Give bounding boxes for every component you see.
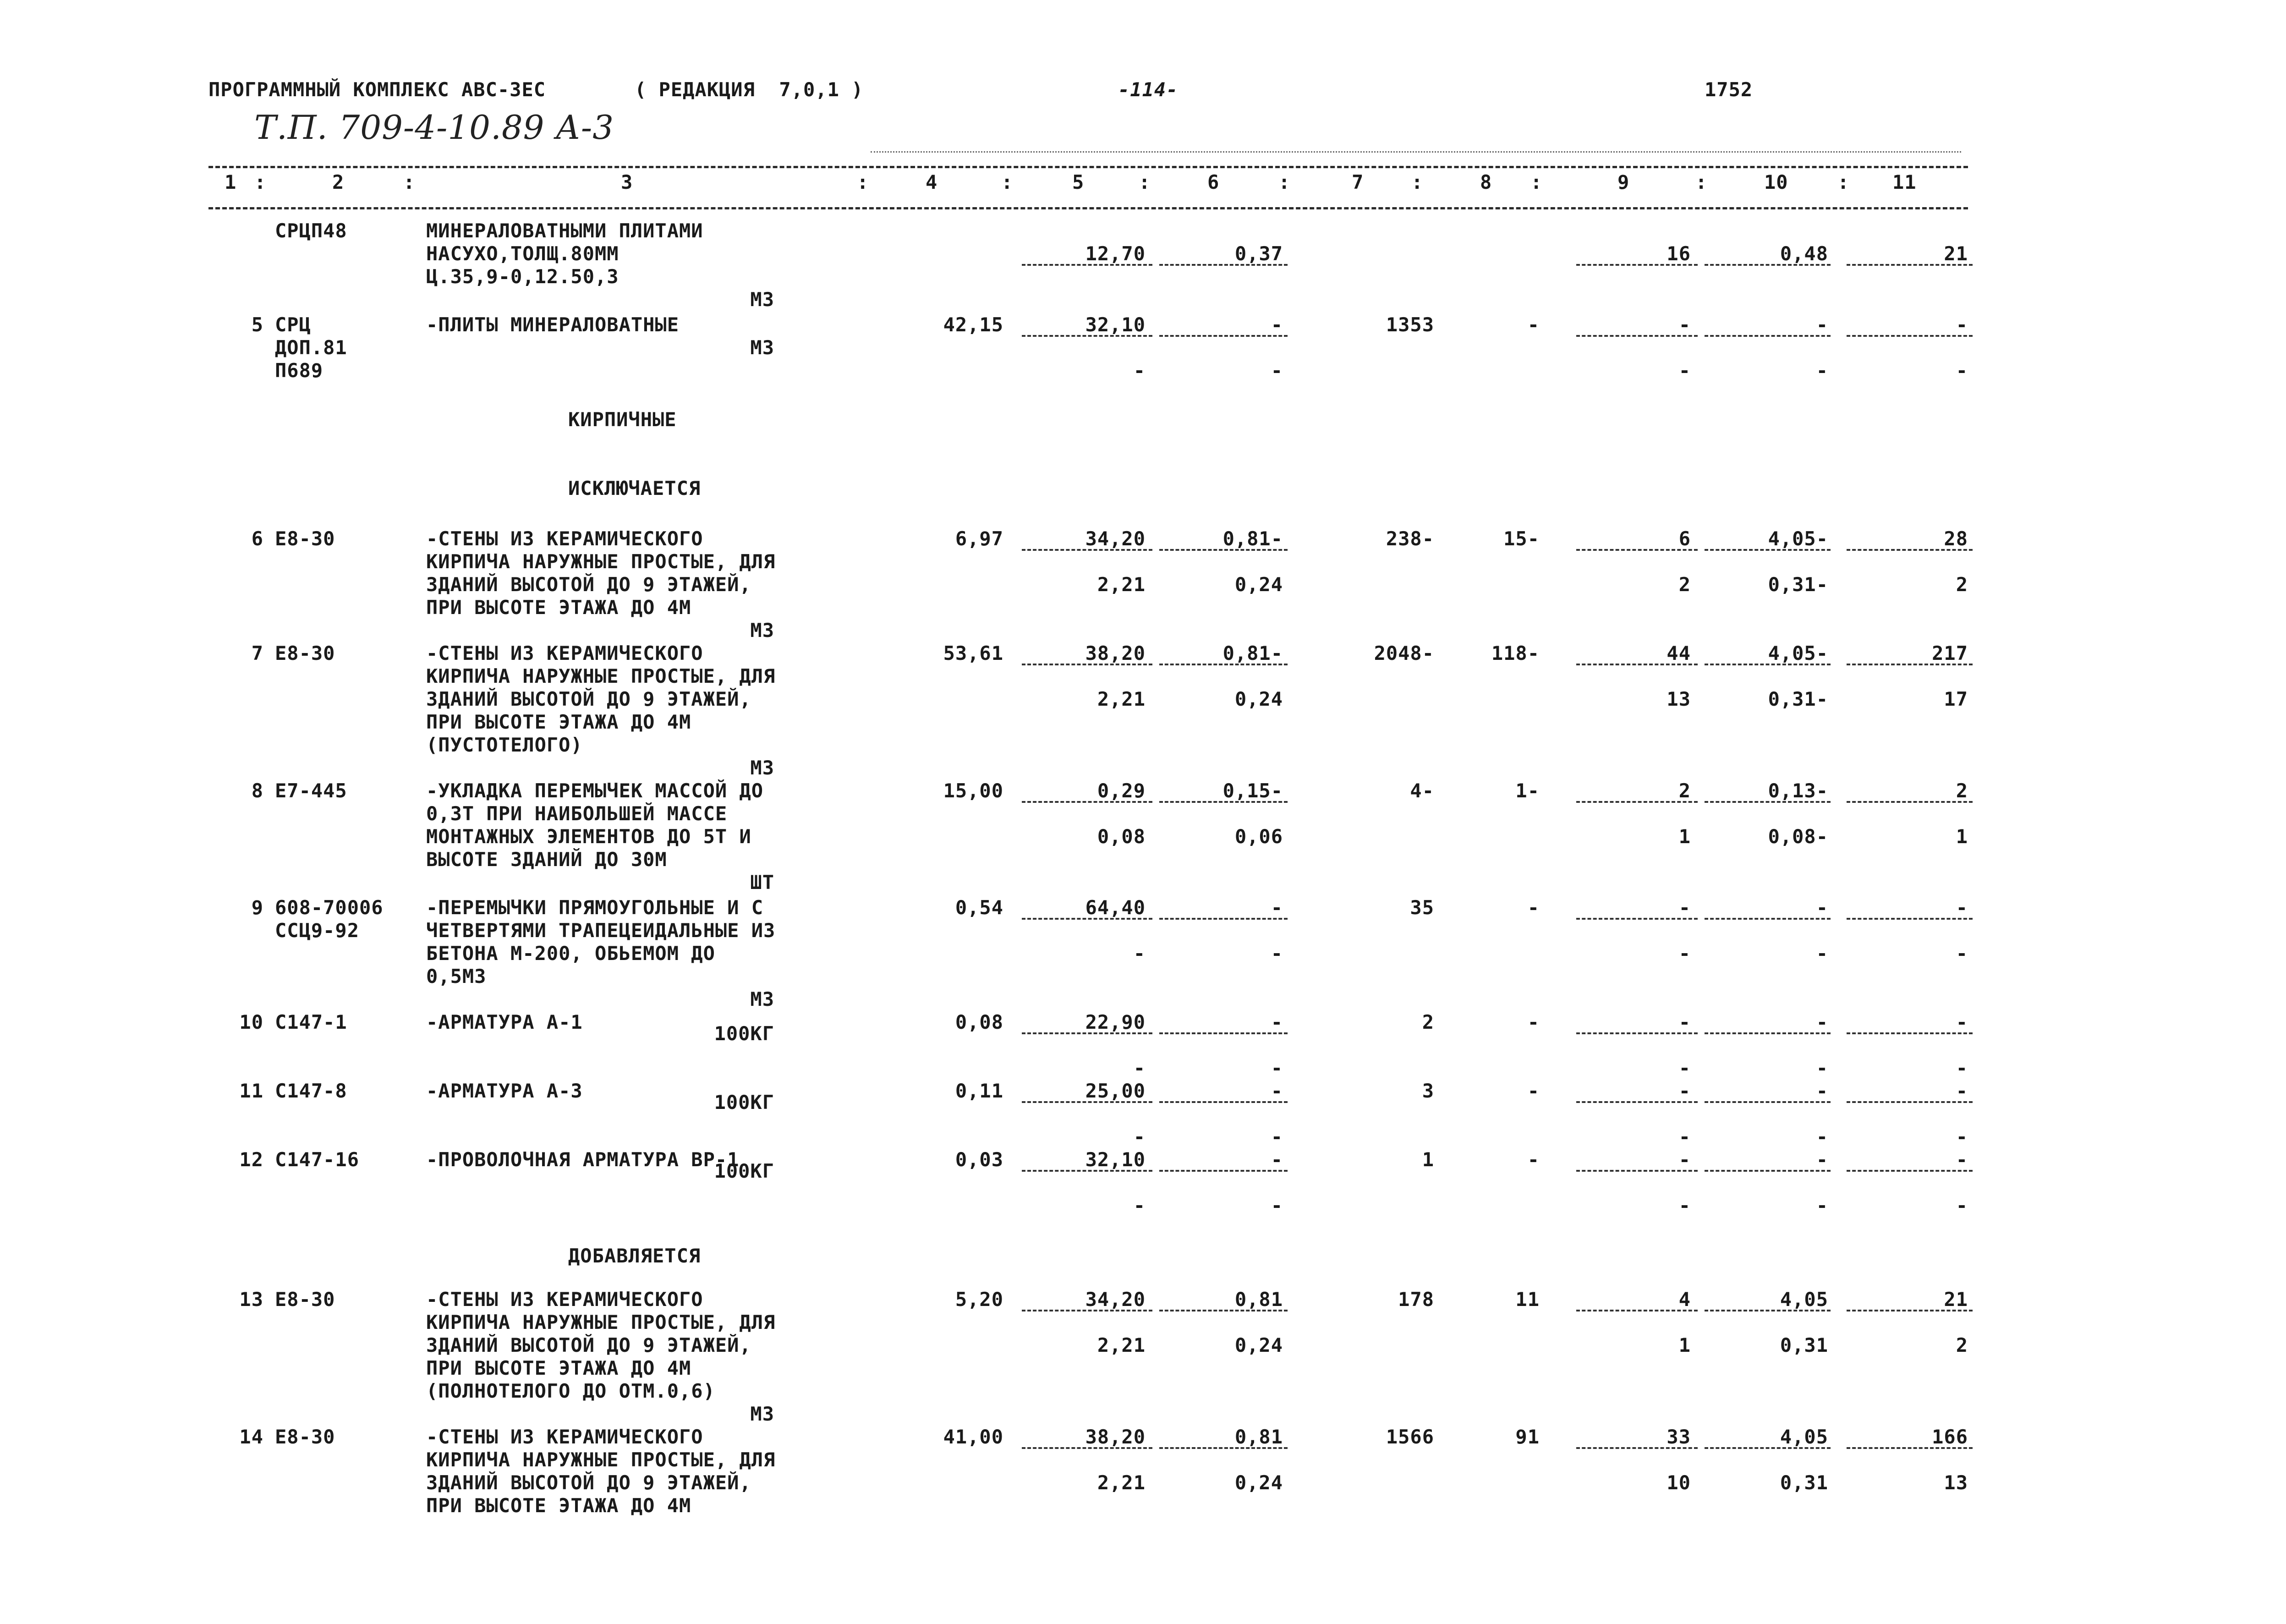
cell-c7: 238-: [1386, 527, 1434, 550]
cell-c5b: 0,08: [1097, 825, 1146, 848]
fraction-line: [1022, 1032, 1152, 1034]
row-description: МИНЕРАЛОВАТНЫМИ ПЛИТАМИ: [426, 219, 703, 242]
cell-c5b: 2,21: [1097, 573, 1146, 596]
column-separator: :: [857, 171, 869, 193]
fraction-line: [1847, 1170, 1973, 1172]
cell-c5: 34,20: [1085, 1288, 1146, 1311]
cell-c5b: -: [1133, 359, 1146, 382]
fraction-line: [1576, 1447, 1698, 1449]
fraction-line: [1022, 264, 1152, 266]
cell-c7: 4-: [1410, 779, 1434, 802]
column-header-3: 3: [621, 171, 633, 193]
row-description: -АРМАТУРА А-3: [426, 1080, 583, 1102]
cell-c6b: -: [1271, 359, 1283, 382]
cell-c5: 22,90: [1085, 1011, 1146, 1033]
row-number: 11: [239, 1080, 263, 1102]
row-number: 5: [251, 313, 263, 336]
cell-c7: 2: [1422, 1011, 1434, 1033]
column-header-11: 11: [1892, 171, 1917, 193]
cell-c8: -: [1527, 896, 1540, 919]
cell-c8: 91: [1515, 1426, 1540, 1448]
cell-c5: 0,29: [1097, 779, 1146, 802]
row-description: -СТЕНЫ ИЗ КЕРАМИЧЕСКОГО: [426, 642, 703, 664]
row-code: Е8-30: [275, 642, 335, 664]
fraction-line: [1022, 1170, 1152, 1172]
cell-c7: 1566: [1386, 1426, 1434, 1448]
row-description: ЗДАНИЙ ВЫСОТОЙ ДО 9 ЭТАЖЕЙ,: [426, 688, 751, 710]
row-number: 12: [239, 1148, 263, 1171]
cell-c11b: -: [1956, 1194, 1968, 1217]
cell-c6b: -: [1271, 942, 1283, 965]
cell-c10: 4,05: [1780, 1288, 1828, 1311]
cell-c6b: -: [1271, 1057, 1283, 1079]
row-description: 0,5М3: [426, 965, 487, 988]
fraction-line: [1576, 664, 1698, 665]
row-unit: 100КГ: [714, 1022, 774, 1045]
row-description: ЗДАНИЙ ВЫСОТОЙ ДО 9 ЭТАЖЕЙ,: [426, 1334, 751, 1356]
cell-c7: 1353: [1386, 313, 1434, 336]
cell-c5b: -: [1133, 1194, 1146, 1217]
cell-c4: 0,54: [955, 896, 1003, 919]
column-header-8: 8: [1480, 171, 1492, 193]
column-header-6: 6: [1207, 171, 1220, 193]
cell-c7: 35: [1410, 896, 1434, 919]
cell-c11: 217: [1932, 642, 1968, 664]
cell-c4: 53,61: [943, 642, 1003, 664]
fraction-line: [1847, 1447, 1973, 1449]
fraction-line: [1159, 1101, 1288, 1103]
cell-c6b: 0,06: [1234, 825, 1283, 848]
cell-c9: 33: [1667, 1426, 1691, 1448]
cell-c11: -: [1956, 1080, 1968, 1102]
fraction-line: [1576, 264, 1698, 266]
cell-c10: 0,48: [1780, 242, 1828, 265]
cell-c7: 3: [1422, 1080, 1434, 1102]
cell-c11: 21: [1944, 1288, 1968, 1311]
page-mark: -114-: [1118, 78, 1179, 101]
cell-c8: -: [1527, 1148, 1540, 1171]
fraction-line: [1159, 1447, 1288, 1449]
row-description: (ПОЛНОТЕЛОГО ДО ОТМ.0,6): [426, 1380, 715, 1402]
fraction-line: [1705, 664, 1831, 665]
fraction-line: [1159, 664, 1288, 665]
cell-c5b: -: [1133, 1125, 1146, 1148]
fraction-line: [1022, 918, 1152, 920]
fraction-line: [1847, 664, 1973, 665]
row-code: С147-8: [275, 1080, 347, 1102]
row-code: П689: [275, 359, 323, 382]
fraction-line: [1159, 264, 1288, 266]
row-description: -АРМАТУРА А-1: [426, 1011, 583, 1033]
cell-c11: -: [1956, 1011, 1968, 1033]
cell-c6: -: [1271, 1011, 1283, 1033]
cell-c9b: 13: [1667, 688, 1691, 710]
cell-c5: 64,40: [1085, 896, 1146, 919]
fraction-line: [1705, 1447, 1831, 1449]
fraction-line: [1576, 549, 1698, 551]
cell-c6: 0,81: [1234, 1426, 1283, 1448]
fraction-line: [1847, 1032, 1973, 1034]
row-number: 10: [239, 1011, 263, 1033]
column-separator: :: [1139, 171, 1151, 193]
cell-c11: 21: [1944, 242, 1968, 265]
row-unit: ШТ: [750, 871, 774, 894]
cell-c9: -: [1678, 1148, 1691, 1171]
fraction-line: [1022, 664, 1152, 665]
row-unit: М3: [750, 619, 774, 642]
row-description: -СТЕНЫ ИЗ КЕРАМИЧЕСКОГО: [426, 527, 703, 550]
row-description: -СТЕНЫ ИЗ КЕРАМИЧЕСКОГО: [426, 1288, 703, 1311]
column-header-1: 1: [225, 171, 237, 193]
cell-c10b: 0,08-: [1768, 825, 1828, 848]
row-description: КИРПИЧА НАРУЖНЫЕ ПРОСТЫЕ, ДЛЯ: [426, 1448, 776, 1471]
cell-c5: 38,20: [1085, 1426, 1146, 1448]
cell-c11: -: [1956, 1148, 1968, 1171]
cell-c5b: -: [1133, 1057, 1146, 1079]
cell-c6: -: [1271, 313, 1283, 336]
row-description: ПРИ ВЫСОТЕ ЭТАЖА ДО 4М: [426, 1357, 691, 1379]
column-header-10: 10: [1764, 171, 1788, 193]
row-code: С147-1: [275, 1011, 347, 1033]
fraction-line: [1705, 1032, 1831, 1034]
fraction-line: [1022, 801, 1152, 803]
fraction-line: [1159, 1310, 1288, 1311]
cell-c9b: -: [1678, 1125, 1691, 1148]
cell-c11b: -: [1956, 1057, 1968, 1079]
cell-c4: 15,00: [943, 779, 1003, 802]
fraction-line: [1705, 335, 1831, 337]
row-description: 0,3Т ПРИ НАИБОЛЬШЕЙ МАССЕ: [426, 802, 728, 825]
cell-c9: -: [1678, 896, 1691, 919]
fraction-line: [1705, 264, 1831, 266]
cell-c11b: 13: [1944, 1471, 1968, 1494]
fraction-line: [1576, 801, 1698, 803]
row-code: ССЦ9-92: [275, 919, 360, 942]
fraction-line: [1576, 918, 1698, 920]
row-description: -ПРОВОЛОЧНАЯ АРМАТУРА ВР-1: [426, 1148, 740, 1171]
cell-c7: 2048-: [1374, 642, 1434, 664]
cell-c4: 0,08: [955, 1011, 1003, 1033]
cell-c5: 32,10: [1085, 313, 1146, 336]
fraction-line: [1576, 1101, 1698, 1103]
row-unit: 100КГ: [714, 1091, 774, 1114]
column-separator: :: [1001, 171, 1014, 193]
program-title: ПРОГРАММНЫЙ КОМПЛЕКС АВС-3ЕС: [208, 78, 546, 101]
cell-c5b: 2,21: [1097, 688, 1146, 710]
fraction-line: [1022, 549, 1152, 551]
cell-c10b: 0,31: [1780, 1334, 1828, 1356]
cell-c7: 1: [1422, 1148, 1434, 1171]
row-code: Е8-30: [275, 1288, 335, 1311]
cell-c6b: -: [1271, 1125, 1283, 1148]
fraction-line: [1705, 918, 1831, 920]
fraction-line: [1022, 1310, 1152, 1311]
row-unit: М3: [750, 1403, 774, 1425]
row-description: ЗДАНИЙ ВЫСОТОЙ ДО 9 ЭТАЖЕЙ,: [426, 573, 751, 596]
fraction-line: [1576, 335, 1698, 337]
cell-c4: 0,03: [955, 1148, 1003, 1171]
cell-c11b: 2: [1956, 573, 1968, 596]
cell-c11: -: [1956, 313, 1968, 336]
cell-c6b: 0,24: [1234, 1471, 1283, 1494]
fraction-line: [1847, 1101, 1973, 1103]
handwritten-reference: Т.П. 709-4-10.89 А-3: [254, 108, 614, 147]
cell-c6: 0,81: [1234, 1288, 1283, 1311]
cell-c10b: -: [1816, 359, 1828, 382]
row-description: ПРИ ВЫСОТЕ ЭТАЖА ДО 4М: [426, 596, 691, 619]
row-unit: М3: [750, 288, 774, 311]
cell-c11: 28: [1944, 527, 1968, 550]
row-description: ПРИ ВЫСОТЕ ЭТАЖА ДО 4М: [426, 1494, 691, 1517]
cell-c4: 42,15: [943, 313, 1003, 336]
row-description: -СТЕНЫ ИЗ КЕРАМИЧЕСКОГО: [426, 1426, 703, 1448]
cell-c10: -: [1816, 896, 1828, 919]
cell-c6: 0,81-: [1222, 527, 1283, 550]
cell-c10: 4,05-: [1768, 642, 1828, 664]
cell-c10: -: [1816, 1011, 1828, 1033]
cell-c10: -: [1816, 1148, 1828, 1171]
cell-c11: -: [1956, 896, 1968, 919]
row-number: 14: [239, 1426, 263, 1448]
cell-c6b: 0,24: [1234, 688, 1283, 710]
fraction-line: [1159, 1170, 1288, 1172]
cell-c6: 0,81-: [1222, 642, 1283, 664]
row-unit: М3: [750, 988, 774, 1010]
cell-c11b: 17: [1944, 688, 1968, 710]
cell-c10b: 0,31: [1780, 1471, 1828, 1494]
fraction-line: [1705, 549, 1831, 551]
row-unit: М3: [750, 757, 774, 779]
row-number: 7: [251, 642, 263, 664]
row-code: ДОП.81: [275, 336, 347, 359]
cell-c9b: -: [1678, 1194, 1691, 1217]
cell-c4: 6,97: [955, 527, 1003, 550]
column-header-9: 9: [1617, 171, 1630, 193]
row-code: Е8-30: [275, 1426, 335, 1448]
column-header-5: 5: [1072, 171, 1085, 193]
cell-c9b: -: [1678, 942, 1691, 965]
cell-c8: -: [1527, 1080, 1540, 1102]
row-code: Е8-30: [275, 527, 335, 550]
cell-c5: 12,70: [1085, 242, 1146, 265]
header-top-rule: [208, 166, 1968, 168]
fraction-line: [1159, 1032, 1288, 1034]
row-number: 6: [251, 527, 263, 550]
fraction-line: [1847, 1310, 1973, 1311]
row-description: КИРПИЧА НАРУЖНЫЕ ПРОСТЫЕ, ДЛЯ: [426, 665, 776, 687]
section-excluded-heading: ИСКЛЮЧАЕТСЯ: [568, 477, 701, 499]
row-description: ЧЕТВЕРТЯМИ ТРАПЕЦЕИДАЛЬНЫЕ ИЗ: [426, 919, 776, 942]
cell-c8: 11: [1515, 1288, 1540, 1311]
cell-c5: 38,20: [1085, 642, 1146, 664]
cell-c6: 0,15-: [1222, 779, 1283, 802]
row-number: 9: [251, 896, 263, 919]
column-separator: :: [1695, 171, 1708, 193]
row-description: ВЫСОТЕ ЗДАНИЙ ДО 30М: [426, 848, 667, 871]
row-description: БЕТОНА М-200, ОБЬЕМОМ ДО: [426, 942, 715, 965]
row-description: КИРПИЧА НАРУЖНЫЕ ПРОСТЫЕ, ДЛЯ: [426, 1311, 776, 1333]
cell-c10b: -: [1816, 1125, 1828, 1148]
fraction-line: [1159, 918, 1288, 920]
row-code: Е7-445: [275, 779, 347, 802]
cell-c10b: -: [1816, 1057, 1828, 1079]
row-unit: 100КГ: [714, 1160, 774, 1182]
cell-c6: -: [1271, 896, 1283, 919]
column-separator: :: [1278, 171, 1291, 193]
cell-c8: 1-: [1515, 779, 1540, 802]
row-description: ПРИ ВЫСОТЕ ЭТАЖА ДО 4М: [426, 711, 691, 733]
row-code: 608-70006: [275, 896, 384, 919]
cell-c9: -: [1678, 1080, 1691, 1102]
cell-c11b: -: [1956, 942, 1968, 965]
cell-c7: 178: [1398, 1288, 1434, 1311]
cell-c11b: -: [1956, 359, 1968, 382]
fraction-line: [1705, 1170, 1831, 1172]
page-number: 1752: [1705, 78, 1753, 101]
cell-c5: 32,10: [1085, 1148, 1146, 1171]
row-description: ЗДАНИЙ ВЫСОТОЙ ДО 9 ЭТАЖЕЙ,: [426, 1471, 751, 1494]
cell-c11b: 2: [1956, 1334, 1968, 1356]
cell-c8: -: [1527, 1011, 1540, 1033]
column-separator: :: [1411, 171, 1424, 193]
row-number: 13: [239, 1288, 263, 1311]
cell-c8: -: [1527, 313, 1540, 336]
cell-c9b: 2: [1678, 573, 1691, 596]
cell-c9b: -: [1678, 1057, 1691, 1079]
row-description: КИРПИЧА НАРУЖНЫЕ ПРОСТЫЕ, ДЛЯ: [426, 550, 776, 573]
cell-c5b: -: [1133, 942, 1146, 965]
fraction-line: [1847, 801, 1973, 803]
fraction-line: [1159, 335, 1288, 337]
section-added-heading: ДОБАВЛЯЕТСЯ: [568, 1245, 701, 1267]
cell-c8: 118-: [1491, 642, 1540, 664]
fraction-line: [1847, 918, 1973, 920]
cell-c6: -: [1271, 1080, 1283, 1102]
cell-c10: 4,05-: [1768, 527, 1828, 550]
cell-c9: 2: [1678, 779, 1691, 802]
cell-c9b: 1: [1678, 1334, 1691, 1356]
header-bottom-rule: [208, 207, 1968, 209]
fraction-line: [1705, 1310, 1831, 1311]
cell-c9b: 1: [1678, 825, 1691, 848]
cell-c9b: -: [1678, 359, 1691, 382]
header-dotted-rule: [871, 151, 1961, 153]
cell-c5: 34,20: [1085, 527, 1146, 550]
cell-c6: 0,37: [1234, 242, 1283, 265]
fraction-line: [1022, 1447, 1152, 1449]
cell-c9: 16: [1667, 242, 1691, 265]
fraction-line: [1159, 549, 1288, 551]
row-number: 8: [251, 779, 263, 802]
fraction-line: [1022, 1101, 1152, 1103]
cell-c9: 44: [1667, 642, 1691, 664]
fraction-line: [1576, 1032, 1698, 1034]
cell-c10b: 0,31-: [1768, 573, 1828, 596]
fraction-line: [1022, 335, 1152, 337]
row-description: НАСУХО,ТОЛЩ.80ММ: [426, 242, 619, 265]
fraction-line: [1705, 1101, 1831, 1103]
section-brick-heading: КИРПИЧНЫЕ: [568, 408, 677, 431]
cell-c6b: -: [1271, 1194, 1283, 1217]
column-separator: :: [254, 171, 267, 193]
cell-c11b: -: [1956, 1125, 1968, 1148]
cell-c9: -: [1678, 313, 1691, 336]
fraction-line: [1847, 549, 1973, 551]
row-description: МОНТАЖНЫХ ЭЛЕМЕНТОВ ДО 5Т И: [426, 825, 751, 848]
cell-c9b: 10: [1667, 1471, 1691, 1494]
cell-c5b: 2,21: [1097, 1334, 1146, 1356]
fraction-line: [1576, 1310, 1698, 1311]
cell-c4: 5,20: [955, 1288, 1003, 1311]
row-description: -ПЕРЕМЫЧКИ ПРЯМОУГОЛЬНЫЕ И С: [426, 896, 764, 919]
cell-c8: 15-: [1503, 527, 1540, 550]
cell-c10: -: [1816, 313, 1828, 336]
cell-c11: 166: [1932, 1426, 1968, 1448]
cell-c9: 6: [1678, 527, 1691, 550]
row-code: СРЦП48: [275, 219, 347, 242]
cell-c6b: 0,24: [1234, 573, 1283, 596]
cell-c9: 4: [1678, 1288, 1691, 1311]
fraction-line: [1159, 801, 1288, 803]
row-code: С147-16: [275, 1148, 360, 1171]
row-description: -УКЛАДКА ПЕРЕМЫЧЕК МАССОЙ ДО: [426, 779, 764, 802]
cell-c6b: 0,24: [1234, 1334, 1283, 1356]
row-description: Ц.35,9-0,12.50,3: [426, 265, 619, 288]
edition-label: ( РЕДАКЦИЯ 7,0,1 ): [635, 78, 864, 101]
cell-c4: 41,00: [943, 1426, 1003, 1448]
fraction-line: [1705, 801, 1831, 803]
column-header-7: 7: [1352, 171, 1364, 193]
cell-c10: -: [1816, 1080, 1828, 1102]
fraction-line: [1847, 264, 1973, 266]
column-separator: :: [403, 171, 416, 193]
cell-c10: 4,05: [1780, 1426, 1828, 1448]
cell-c10b: 0,31-: [1768, 688, 1828, 710]
fraction-line: [1847, 335, 1973, 337]
row-code: СРЦ: [275, 313, 311, 336]
cell-c11: 2: [1956, 779, 1968, 802]
row-description: -ПЛИТЫ МИНЕРАЛОВАТНЫЕ: [426, 313, 680, 336]
column-header-4: 4: [926, 171, 938, 193]
cell-c6: -: [1271, 1148, 1283, 1171]
fraction-line: [1576, 1170, 1698, 1172]
cell-c10b: -: [1816, 1194, 1828, 1217]
cell-c10b: -: [1816, 942, 1828, 965]
cell-c11b: 1: [1956, 825, 1968, 848]
row-description: (ПУСТОТЕЛОГО): [426, 734, 583, 756]
cell-c5: 25,00: [1085, 1080, 1146, 1102]
column-separator: :: [1530, 171, 1543, 193]
row-unit: М3: [750, 336, 774, 359]
column-header-2: 2: [332, 171, 345, 193]
cell-c5b: 2,21: [1097, 1471, 1146, 1494]
column-separator: :: [1837, 171, 1850, 193]
cell-c9: -: [1678, 1011, 1691, 1033]
cell-c4: 0,11: [955, 1080, 1003, 1102]
cell-c10: 0,13-: [1768, 779, 1828, 802]
